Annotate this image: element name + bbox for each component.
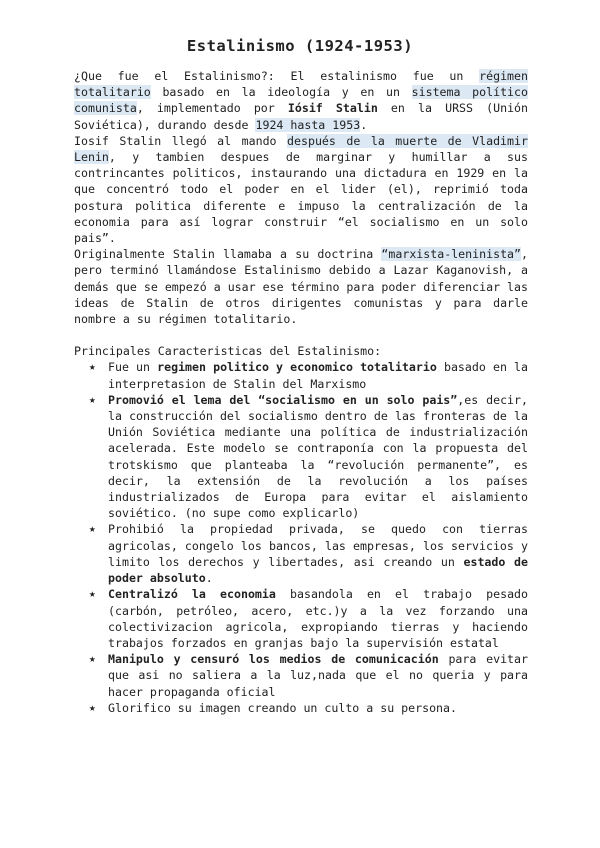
intro-paragraph bbox=[74, 68, 528, 133]
section-heading: Principales Caracteristicas del Estalinismo: bbox=[74, 344, 382, 359]
list-item bbox=[89, 586, 529, 651]
text-run: Fue un bbox=[108, 360, 158, 375]
star-bullet-icon: ★ bbox=[89, 652, 96, 666]
star-bullet-icon: ★ bbox=[89, 700, 96, 714]
star-bullet-icon: ★ bbox=[89, 522, 96, 536]
bold-text: estado de poder absoluto bbox=[108, 554, 528, 586]
bold-text: regimen politico y economico totalitario bbox=[157, 360, 437, 375]
text-run: en la URSS (Unión Soviética), durando desde bbox=[74, 101, 529, 132]
star-bullet-icon: ★ bbox=[89, 360, 96, 374]
text-run: ,es decir, la construcción del socialismo dentro de las fronteras de la Unión Soviética mediante una política de industrialización acelerada. Este modelo se contraponía con la propuesta del trotskismo que planteaba la “revolución permanente”, es decir, la extensión de la revolución a los países industrializados de Europa para evitar el aislamiento soviético. (no supe como explicarlo) bbox=[108, 392, 528, 521]
text-run: , pero terminó llamándose Estalinismo debido a Lazar Kaganovish, a demás que se empezó a usar ese término para poder diferenciar las ideas de Stalin de otros dirigentes comunistas y para darle nombre a su régimen totalitario. bbox=[74, 247, 528, 327]
highlight: régimen totalitario bbox=[74, 69, 529, 100]
text-run: , y tambien despues de marginar y humillar a sus contrincantes politicos, instaurando una dictadura en 1929 en la que concentró todo el poder en el lider (el), reprimió toda postura politica diferente e impuso la centralización de la economia para así lograr construir “el socialismo en un solo pais”. bbox=[74, 150, 528, 246]
text-run: Prohibió la propiedad privada, se quedo con tierras agricolas, congelo los bancos, las empresas, los servicios y limito los derechos y libertades, asi creando un bbox=[108, 522, 528, 569]
bold-text: Promovió el lema del “socialismo en un solo pais” bbox=[108, 392, 458, 407]
question-label: ¿Que fue el Estalinismo?: bbox=[74, 69, 291, 83]
star-bullet-icon: ★ bbox=[89, 587, 96, 601]
paragraph-2 bbox=[74, 133, 528, 246]
highlight: después de la muerte de Vladimir Lenin bbox=[74, 133, 528, 165]
paragraph-3 bbox=[74, 246, 528, 327]
list-item bbox=[89, 392, 528, 522]
text-run: para evitar que asi no saliera a la luz,nada que el no queria y para hacer propaganda oficial bbox=[108, 652, 528, 699]
text-run: basado en la interpretasion de Stalin del Marxismo bbox=[108, 360, 528, 391]
document-body bbox=[74, 68, 528, 716]
page-title: Estalinismo (1924-1953) bbox=[186, 37, 414, 55]
text-run: Iosif Stalin llegó al mando bbox=[74, 133, 288, 148]
list-item bbox=[89, 700, 528, 716]
list-item bbox=[89, 651, 528, 700]
text-run: , implementado por bbox=[136, 101, 288, 116]
text-run: . bbox=[360, 117, 368, 132]
bold-text: Manipulo y censuró los medios de comunicación bbox=[108, 652, 439, 667]
text-run: El estalinismo fue un bbox=[290, 69, 480, 83]
highlight: sistema político comunista bbox=[74, 85, 528, 116]
text-run: basandola en el trabajo pesado (carbón, petróleo, acero, etc.)y a la vez forzando una colectivizacion agricola, expropiando tierras y haciendo trabajos forzados en granjas bajo la supervisión estatal bbox=[108, 587, 529, 650]
spacer bbox=[74, 327, 528, 343]
text-run: Glorifico su imagen creando un culto a su persona. bbox=[108, 700, 458, 715]
highlight: 1924 hasta 1953 bbox=[255, 117, 361, 132]
list-item bbox=[89, 359, 528, 391]
list-item bbox=[89, 521, 528, 586]
text-run: Originalmente Stalin llamaba a su doctrina bbox=[74, 247, 382, 262]
bold-name: Iósif Stalin bbox=[287, 101, 378, 116]
text-run: basado en la ideología y en un bbox=[150, 85, 412, 100]
bold-text: Centralizó la economia bbox=[108, 587, 276, 602]
highlight: “marxista-leninista” bbox=[381, 247, 522, 262]
text-run: . bbox=[205, 571, 213, 586]
characteristics-list bbox=[74, 359, 528, 715]
star-bullet-icon: ★ bbox=[89, 392, 96, 406]
